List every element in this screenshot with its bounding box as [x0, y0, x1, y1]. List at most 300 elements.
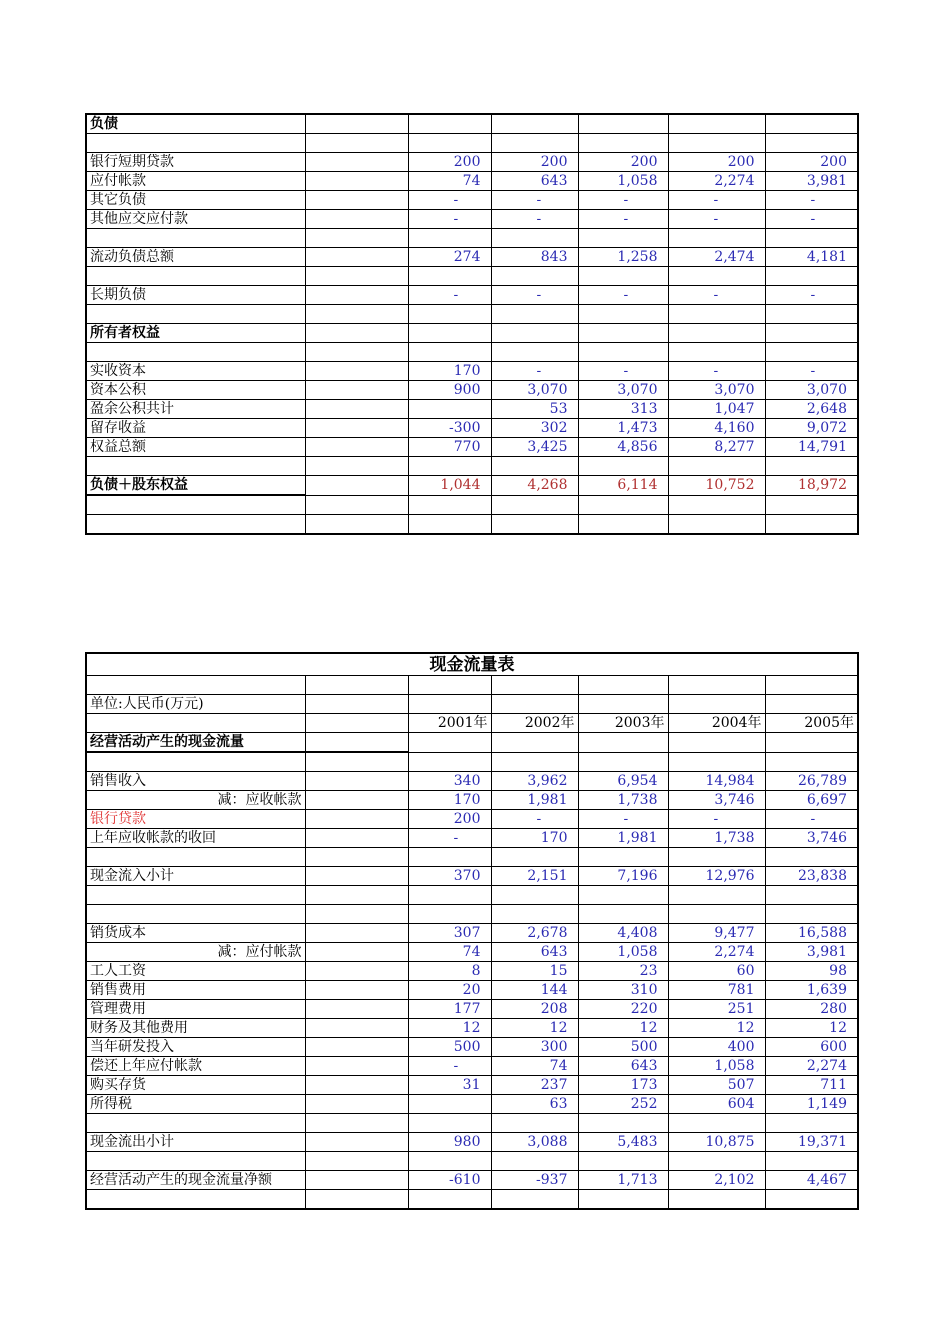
empty-cell — [578, 886, 668, 905]
row-label: 应付帐款 — [86, 172, 305, 191]
value-cell: - — [408, 1057, 491, 1076]
outflow-total-row — [86, 1133, 858, 1152]
empty-cell — [765, 343, 858, 362]
value-cell: - — [668, 362, 765, 381]
empty-cell — [578, 229, 668, 248]
value-cell: 1,058 — [578, 172, 668, 191]
value-cell: 9,477 — [668, 924, 765, 943]
value-cell: -300 — [408, 419, 491, 438]
value-cell: 781 — [668, 981, 765, 1000]
value-cell: 251 — [668, 1000, 765, 1019]
empty-cell — [668, 733, 765, 753]
value-cell: - — [578, 286, 668, 305]
value-cell — [408, 400, 491, 419]
empty-cell — [491, 1190, 578, 1210]
value-cell: 770 — [408, 438, 491, 457]
value-cell: 843 — [491, 248, 578, 267]
empty-cell — [305, 153, 408, 172]
year-header: 2002年 — [491, 714, 578, 733]
empty-cell — [765, 848, 858, 867]
value-cell: - — [491, 191, 578, 210]
empty-cell — [305, 1190, 408, 1210]
empty-cell — [491, 495, 578, 515]
value-cell: 12 — [491, 1019, 578, 1038]
value-cell: 1,047 — [668, 400, 765, 419]
empty-cell — [408, 752, 491, 772]
empty-cell — [305, 191, 408, 210]
value-cell: - — [765, 210, 858, 229]
empty-cell — [578, 515, 668, 535]
value-cell: 370 — [408, 867, 491, 886]
empty-cell — [305, 943, 408, 962]
empty-cell — [668, 1190, 765, 1210]
empty-cell — [408, 495, 491, 515]
value-cell: 200 — [491, 153, 578, 172]
row-label: 银行贷款 — [86, 810, 305, 829]
empty-cell — [408, 134, 491, 153]
value-cell: 274 — [408, 248, 491, 267]
value-cell: 4,856 — [578, 438, 668, 457]
value-cell: -610 — [408, 1171, 491, 1190]
value-cell: 14,984 — [668, 772, 765, 791]
value-cell: 4,408 — [578, 924, 668, 943]
row-label: 其他应交应付款 — [86, 210, 305, 229]
empty-cell — [305, 229, 408, 248]
value-cell: 200 — [668, 153, 765, 172]
empty-cell — [305, 343, 408, 362]
empty-cell — [408, 229, 491, 248]
outflow-row — [86, 1000, 858, 1019]
year-header-row — [86, 714, 858, 733]
empty-cell — [668, 324, 765, 343]
value-cell: 9,072 — [765, 419, 858, 438]
value-cell: 3,070 — [491, 381, 578, 400]
empty-cell — [578, 905, 668, 924]
value-cell: 500 — [408, 1038, 491, 1057]
empty-cell — [305, 733, 408, 753]
value-cell: - — [491, 210, 578, 229]
value-cell: 643 — [578, 1057, 668, 1076]
title-row — [86, 653, 858, 676]
empty-cell — [765, 1114, 858, 1133]
empty-cell — [86, 134, 305, 153]
empty-cell — [305, 1095, 408, 1114]
row-label: 财务及其他费用 — [86, 1019, 305, 1038]
inflow-total-row — [86, 867, 858, 886]
blank-row — [86, 886, 858, 905]
value-cell: 63 — [491, 1095, 578, 1114]
empty-cell — [408, 695, 491, 714]
empty-cell — [408, 1190, 491, 1210]
empty-cell — [305, 114, 408, 134]
value-cell: 23,838 — [765, 867, 858, 886]
empty-cell — [305, 676, 408, 695]
row-label: 减：应收帐款 — [86, 791, 305, 810]
empty-cell — [765, 324, 858, 343]
empty-cell — [668, 676, 765, 695]
empty-cell — [491, 515, 578, 535]
row-label: 购买存货 — [86, 1076, 305, 1095]
value-cell: - — [668, 210, 765, 229]
row-label: 当年研发投入 — [86, 1038, 305, 1057]
row-label: 工人工资 — [86, 962, 305, 981]
empty-cell — [668, 495, 765, 515]
value-cell: 2,648 — [765, 400, 858, 419]
value-cell: 6,114 — [578, 476, 668, 496]
value-cell: 177 — [408, 1000, 491, 1019]
inflow-row — [86, 829, 858, 848]
value-cell: - — [668, 810, 765, 829]
empty-cell — [491, 134, 578, 153]
value-cell: 3,070 — [578, 381, 668, 400]
empty-cell — [578, 324, 668, 343]
value-cell: - — [578, 210, 668, 229]
value-cell: 8,277 — [668, 438, 765, 457]
empty-cell — [86, 1114, 305, 1133]
row-label: 实收资本 — [86, 362, 305, 381]
empty-cell — [86, 343, 305, 362]
blank-row — [86, 229, 858, 248]
empty-cell — [578, 733, 668, 753]
value-cell: 1,981 — [491, 791, 578, 810]
empty-cell — [578, 457, 668, 476]
empty-cell — [408, 457, 491, 476]
operating-header-row — [86, 733, 858, 753]
row-label: 所得税 — [86, 1095, 305, 1114]
value-cell: 643 — [491, 943, 578, 962]
empty-cell — [578, 1190, 668, 1210]
value-cell: 23 — [578, 962, 668, 981]
empty-cell — [578, 305, 668, 324]
outflow-row — [86, 1076, 858, 1095]
year-header: 2001年 — [408, 714, 491, 733]
cash-flow-statement — [85, 652, 859, 1210]
empty-cell — [578, 114, 668, 134]
value-cell: 400 — [668, 1038, 765, 1057]
empty-cell — [668, 229, 765, 248]
empty-cell — [305, 324, 408, 343]
empty-cell — [578, 676, 668, 695]
value-cell: 3,425 — [491, 438, 578, 457]
empty-cell — [491, 267, 578, 286]
row-label: 经营活动产生的现金流量净额 — [86, 1171, 305, 1190]
empty-cell — [86, 267, 305, 286]
empty-cell — [305, 810, 408, 829]
value-cell: 20 — [408, 981, 491, 1000]
value-cell: 200 — [578, 153, 668, 172]
liability-row — [86, 191, 858, 210]
empty-cell — [765, 134, 858, 153]
row-label: 流动负债总额 — [86, 248, 305, 267]
equity-row — [86, 362, 858, 381]
empty-cell — [578, 267, 668, 286]
row-label: 权益总额 — [86, 438, 305, 457]
empty-cell — [86, 305, 305, 324]
inflow-row — [86, 772, 858, 791]
value-cell: 1,738 — [578, 791, 668, 810]
empty-cell — [86, 886, 305, 905]
value-cell: - — [765, 286, 858, 305]
value-cell: 2,274 — [765, 1057, 858, 1076]
empty-cell — [305, 924, 408, 943]
value-cell: 6,697 — [765, 791, 858, 810]
value-cell: 12,976 — [668, 867, 765, 886]
liability-row — [86, 210, 858, 229]
empty-cell — [765, 515, 858, 535]
value-cell: 200 — [408, 153, 491, 172]
empty-cell — [305, 457, 408, 476]
value-cell: 1,149 — [765, 1095, 858, 1114]
value-cell: 2,274 — [668, 172, 765, 191]
current-liabilities-total-row — [86, 248, 858, 267]
empty-cell — [765, 457, 858, 476]
row-label: 资本公积 — [86, 381, 305, 400]
value-cell: 310 — [578, 981, 668, 1000]
value-cell: 3,070 — [668, 381, 765, 400]
empty-cell — [305, 867, 408, 886]
unit-row-label: 单位:人民币(万元) — [86, 695, 305, 714]
blank-row — [86, 134, 858, 153]
empty-cell — [765, 114, 858, 134]
empty-cell — [305, 419, 408, 438]
value-cell: 19,371 — [765, 1133, 858, 1152]
empty-cell — [668, 305, 765, 324]
value-cell: 604 — [668, 1095, 765, 1114]
value-cell: 1,058 — [578, 943, 668, 962]
empty-cell — [668, 905, 765, 924]
value-cell: 4,268 — [491, 476, 578, 496]
value-cell: 900 — [408, 381, 491, 400]
value-cell: - — [408, 191, 491, 210]
empty-cell — [668, 134, 765, 153]
empty-cell — [86, 752, 305, 772]
empty-cell — [305, 1000, 408, 1019]
empty-cell — [305, 1076, 408, 1095]
row-label: 偿还上年应付帐款 — [86, 1057, 305, 1076]
empty-cell — [305, 286, 408, 305]
row-label: 管理费用 — [86, 1000, 305, 1019]
empty-cell — [86, 229, 305, 248]
value-cell: 12 — [668, 1019, 765, 1038]
value-cell: 31 — [408, 1076, 491, 1095]
empty-cell — [491, 752, 578, 772]
blank-row — [86, 305, 858, 324]
value-cell: 3,088 — [491, 1133, 578, 1152]
value-cell: - — [408, 829, 491, 848]
value-cell: 4,467 — [765, 1171, 858, 1190]
equity-row — [86, 419, 858, 438]
value-cell: 1,258 — [578, 248, 668, 267]
empty-cell — [765, 905, 858, 924]
value-cell: - — [765, 362, 858, 381]
empty-cell — [305, 1038, 408, 1057]
empty-cell — [305, 848, 408, 867]
year-header: 2004年 — [668, 714, 765, 733]
value-cell: 53 — [491, 400, 578, 419]
empty-cell — [668, 1114, 765, 1133]
value-cell: - — [765, 810, 858, 829]
equity-row — [86, 400, 858, 419]
outflow-row — [86, 962, 858, 981]
value-cell: 237 — [491, 1076, 578, 1095]
empty-cell — [408, 305, 491, 324]
inflow-row — [86, 810, 858, 829]
row-label: 减：应付帐款 — [86, 943, 305, 962]
empty-cell — [86, 1190, 305, 1210]
empty-cell — [491, 886, 578, 905]
value-cell: 500 — [578, 1038, 668, 1057]
value-cell: 1,058 — [668, 1057, 765, 1076]
value-cell: - — [668, 191, 765, 210]
value-cell: - — [668, 286, 765, 305]
value-cell: 15 — [491, 962, 578, 981]
empty-cell — [491, 343, 578, 362]
empty-cell — [305, 381, 408, 400]
empty-cell — [491, 114, 578, 134]
liabilities-header-label: 负债 — [86, 114, 305, 134]
value-cell: - — [408, 286, 491, 305]
empty-cell — [668, 457, 765, 476]
blank-row — [86, 495, 858, 515]
blank-row — [86, 457, 858, 476]
empty-cell — [765, 495, 858, 515]
row-label: 盈余公积共计 — [86, 400, 305, 419]
value-cell: 5,483 — [578, 1133, 668, 1152]
value-cell: 173 — [578, 1076, 668, 1095]
outflow-row — [86, 943, 858, 962]
value-cell: - — [408, 210, 491, 229]
value-cell: 1,738 — [668, 829, 765, 848]
value-cell: 18,972 — [765, 476, 858, 496]
value-cell: 313 — [578, 400, 668, 419]
empty-cell — [305, 248, 408, 267]
value-cell: 280 — [765, 1000, 858, 1019]
value-cell: 7,196 — [578, 867, 668, 886]
empty-cell — [491, 229, 578, 248]
empty-cell — [491, 905, 578, 924]
outflow-row — [86, 981, 858, 1000]
liabilities-plus-equity-row — [86, 476, 858, 496]
unit-row — [86, 695, 858, 714]
empty-cell — [668, 114, 765, 134]
blank-row — [86, 905, 858, 924]
outflow-row — [86, 1095, 858, 1114]
empty-cell — [305, 1133, 408, 1152]
empty-cell — [765, 695, 858, 714]
empty-cell — [578, 134, 668, 153]
value-cell: 26,789 — [765, 772, 858, 791]
value-cell: 16,588 — [765, 924, 858, 943]
empty-cell — [668, 267, 765, 286]
equity-row — [86, 438, 858, 457]
row-label: 上年应收帐款的收回 — [86, 829, 305, 848]
empty-cell — [305, 1019, 408, 1038]
empty-cell — [408, 848, 491, 867]
value-cell: 600 — [765, 1038, 858, 1057]
empty-cell — [765, 229, 858, 248]
empty-cell — [305, 1171, 408, 1190]
value-cell: 4,160 — [668, 419, 765, 438]
empty-cell — [86, 515, 305, 535]
empty-cell — [305, 772, 408, 791]
value-cell: 340 — [408, 772, 491, 791]
value-cell: - — [491, 362, 578, 381]
empty-cell — [765, 1152, 858, 1171]
empty-cell — [86, 495, 305, 515]
liability-row — [86, 153, 858, 172]
empty-cell — [408, 324, 491, 343]
empty-cell — [305, 305, 408, 324]
empty-cell — [765, 305, 858, 324]
page-title: 现金流量表 — [86, 653, 858, 676]
value-cell: 300 — [491, 1038, 578, 1057]
value-cell: 170 — [408, 362, 491, 381]
outflow-row — [86, 1019, 858, 1038]
value-cell: 3,746 — [668, 791, 765, 810]
empty-cell — [668, 848, 765, 867]
empty-cell — [408, 676, 491, 695]
empty-cell — [668, 695, 765, 714]
value-cell: 2,474 — [668, 248, 765, 267]
row-label: 负债＋股东权益 — [86, 476, 305, 496]
long-term-liabilities-row — [86, 286, 858, 305]
value-cell: 2,151 — [491, 867, 578, 886]
empty-cell — [305, 1152, 408, 1171]
empty-cell — [305, 829, 408, 848]
empty-cell — [86, 848, 305, 867]
empty-cell — [305, 515, 408, 535]
value-cell: 1,473 — [578, 419, 668, 438]
empty-cell — [305, 210, 408, 229]
blank-row — [86, 752, 858, 772]
value-cell: 3,981 — [765, 172, 858, 191]
empty-cell — [668, 1152, 765, 1171]
value-cell: 14,791 — [765, 438, 858, 457]
empty-cell — [305, 695, 408, 714]
empty-cell — [578, 343, 668, 362]
value-cell: 200 — [765, 153, 858, 172]
empty-cell — [86, 905, 305, 924]
value-cell: 12 — [578, 1019, 668, 1038]
empty-cell — [491, 1152, 578, 1171]
liabilities-header — [86, 114, 858, 134]
row-label: 留存收益 — [86, 419, 305, 438]
inflow-row — [86, 791, 858, 810]
blank-row — [86, 1152, 858, 1171]
value-cell: 2,102 — [668, 1171, 765, 1190]
value-cell: 60 — [668, 962, 765, 981]
empty-cell — [305, 134, 408, 153]
row-label: 银行短期贷款 — [86, 153, 305, 172]
year-header: 2005年 — [765, 714, 858, 733]
empty-cell — [765, 886, 858, 905]
empty-cell — [491, 848, 578, 867]
empty-cell — [491, 676, 578, 695]
value-cell: 3,962 — [491, 772, 578, 791]
blank-row — [86, 343, 858, 362]
empty-cell — [668, 515, 765, 535]
value-cell: 3,746 — [765, 829, 858, 848]
value-cell: 1,639 — [765, 981, 858, 1000]
value-cell: 10,752 — [668, 476, 765, 496]
value-cell: 74 — [491, 1057, 578, 1076]
empty-cell — [578, 495, 668, 515]
value-cell: 3,070 — [765, 381, 858, 400]
empty-cell — [491, 305, 578, 324]
value-cell: 507 — [668, 1076, 765, 1095]
value-cell: 1,713 — [578, 1171, 668, 1190]
empty-cell — [305, 752, 408, 772]
